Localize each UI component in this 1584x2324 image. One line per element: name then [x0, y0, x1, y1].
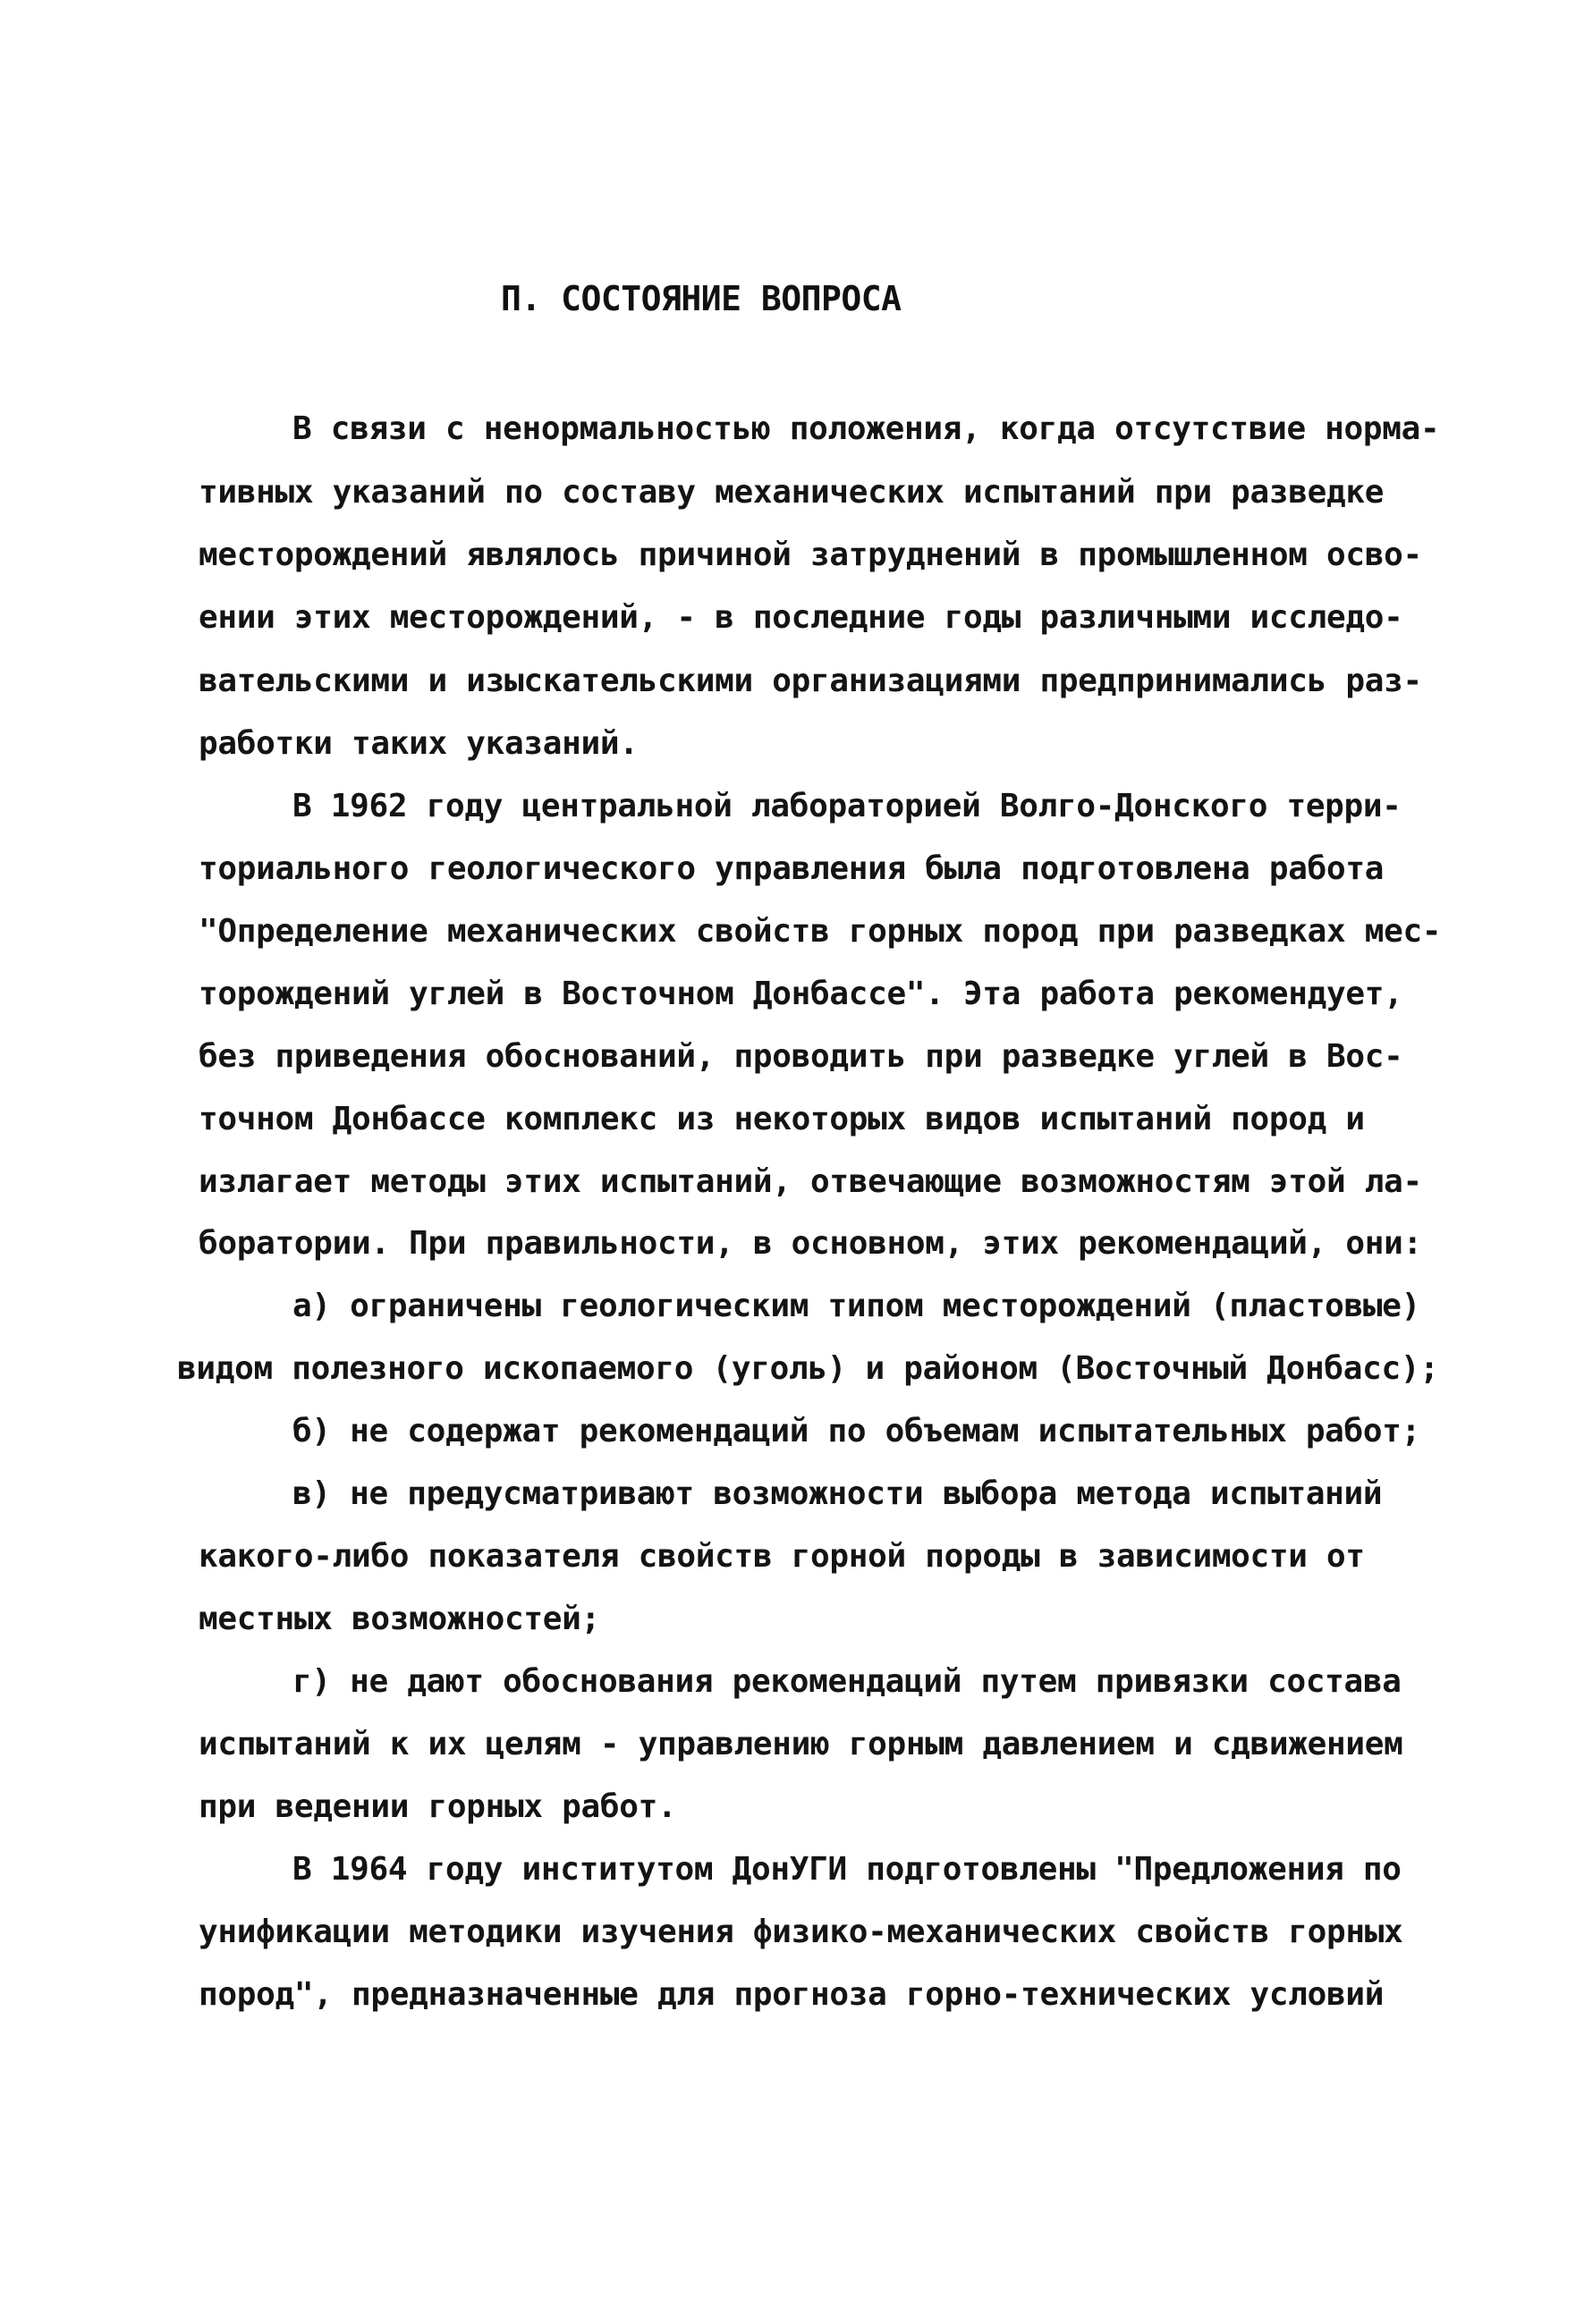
- text-line-20: местных возможностей;: [199, 1601, 600, 1637]
- text-line-3: месторождений являлось причиной затруднений в промышленном осво-: [199, 537, 1422, 573]
- text-line-21: г) не дают обоснования рекомендаций путем привязки состава: [292, 1663, 1402, 1700]
- text-line-18: в) не предусматривают возможности выбора метода испытаний: [292, 1475, 1383, 1512]
- text-line-10: торождений углей в Восточном Донбассе". Эта работа рекомендует,: [199, 976, 1403, 1012]
- text-line-17: б) не содержат рекомендаций по объемам испытательных работ;: [292, 1413, 1421, 1449]
- text-line-24: В 1964 году институтом ДонУГИ подготовлены "Предложения по: [292, 1851, 1402, 1888]
- text-line-15: а) ограничены геологическим типом месторождений (пластовые): [292, 1288, 1421, 1324]
- text-line-13: излагает методы этих испытаний, отвечающие возможностям этой ла-: [199, 1163, 1422, 1200]
- text-line-1: В связи с ненормальностью положения, когда отсутствие норма-: [292, 410, 1440, 447]
- text-line-22: испытаний к их целям - управлению горным давлением и сдвижением: [199, 1726, 1403, 1762]
- text-line-6: работки таких указаний.: [199, 725, 639, 762]
- text-line-14: боратории. При правильности, в основном, этих рекомендаций, они:: [199, 1225, 1422, 1262]
- section-title: П. СОСТОЯНИЕ ВОПРОСА: [501, 279, 902, 318]
- text-line-26: пород", предназначенные для прогноза горно-технических условий: [199, 1976, 1385, 2013]
- text-line-12: точном Донбассе комплекс из некоторых видов испытаний пород и: [199, 1101, 1365, 1137]
- text-line-9: "Определение механических свойств горных пород при разведках мес-: [199, 913, 1442, 950]
- text-line-11: без приведения обоснований, проводить при разведке углей в Вос-: [199, 1038, 1403, 1075]
- text-line-4: ении этих месторождений, - в последние годы различными исследо-: [199, 599, 1403, 636]
- text-line-8: ториального геологического управления была подготовлена работа: [199, 850, 1385, 887]
- text-line-16: видом полезного ископаемого (уголь) и районом (Восточный Донбасс);: [177, 1350, 1439, 1387]
- text-line-2: тивных указаний по составу механических испытаний при разведке: [199, 474, 1385, 511]
- text-line-19: какого-либо показателя свойств горной породы в зависимости от: [199, 1538, 1365, 1575]
- text-line-5: вательскими и изыскательскими организациями предпринимались раз-: [199, 663, 1422, 699]
- text-line-25: унификации методики изучения физико-механических свойств горных: [199, 1914, 1403, 1950]
- text-line-23: при ведении горных работ.: [199, 1788, 677, 1825]
- text-line-7: В 1962 году центральной лабораторией Волго-Донского терри-: [292, 788, 1402, 824]
